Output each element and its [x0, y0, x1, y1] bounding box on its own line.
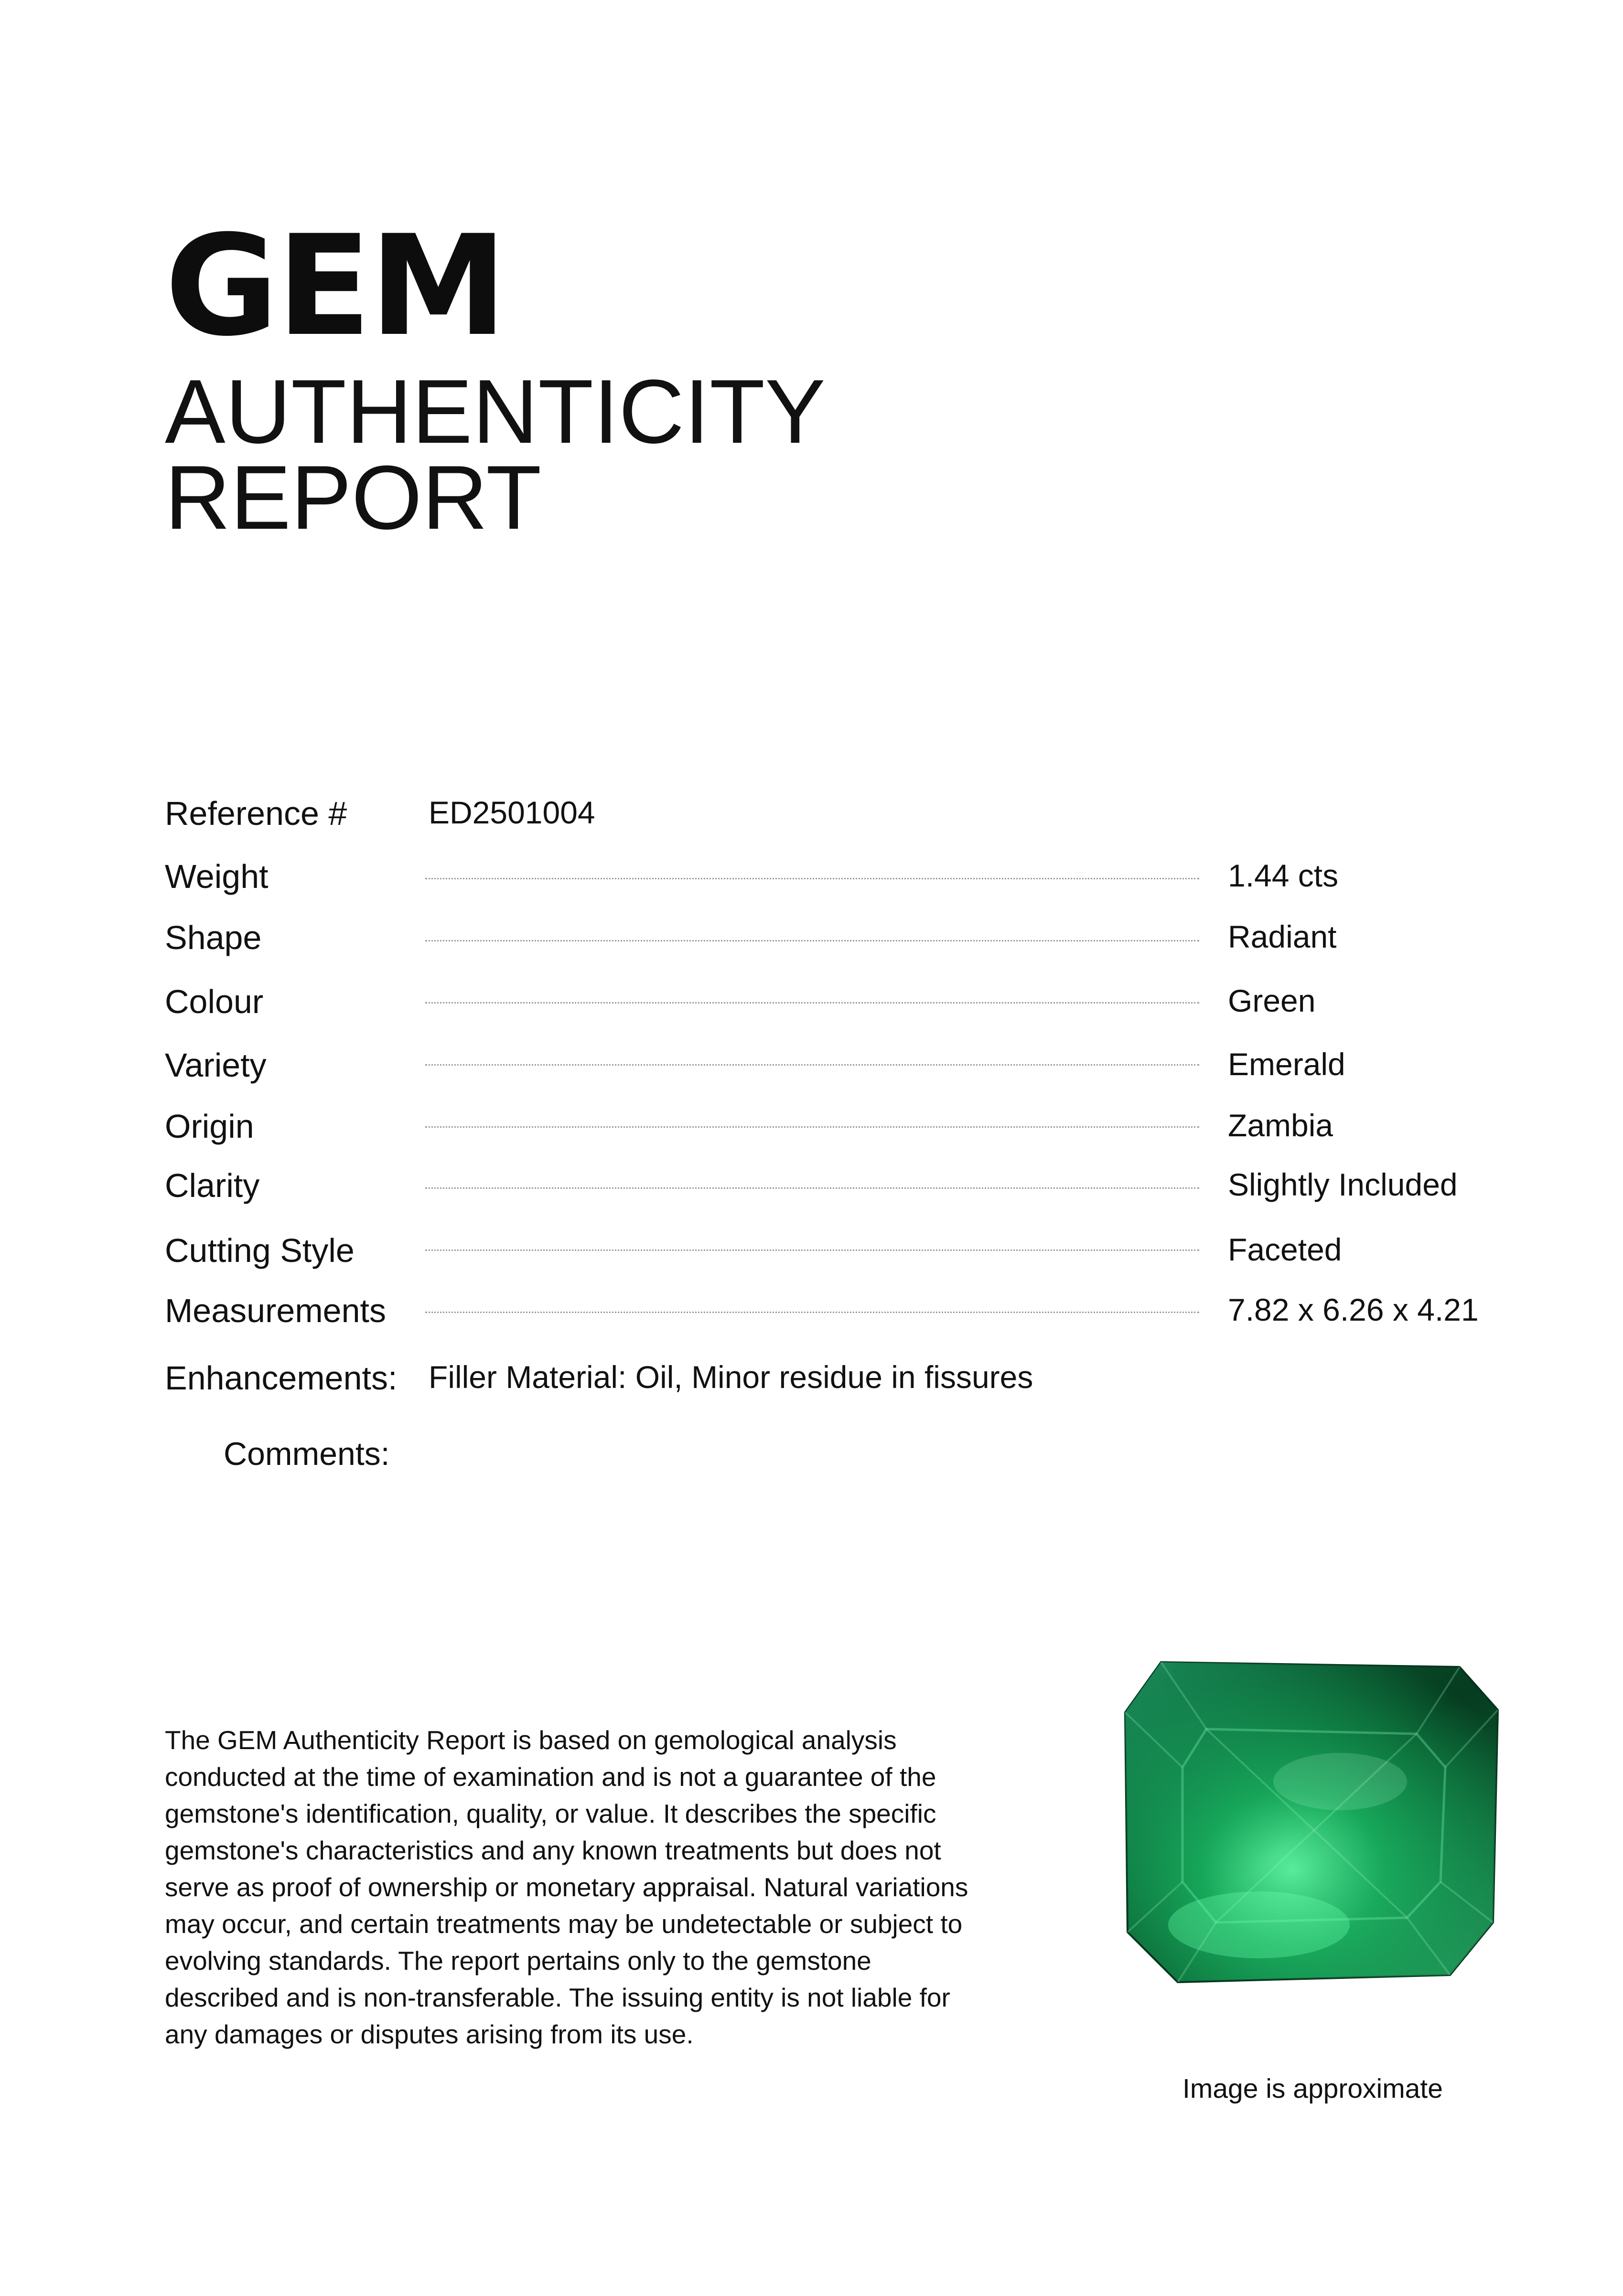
subtitle-line-2: REPORT [165, 447, 542, 548]
comments-label: Comments: [224, 1436, 390, 1472]
variety-leader [425, 1064, 1199, 1066]
weight-label: Weight [165, 858, 269, 895]
origin-value: Zambia [1228, 1108, 1333, 1143]
weight-value: 1.44 cts [1228, 858, 1339, 893]
colour-value: Green [1228, 983, 1316, 1018]
enhancements-value: Filler Material: Oil, Minor residue in fissures [429, 1359, 1033, 1395]
report-title: GEM [165, 206, 505, 367]
variety-value: Emerald [1228, 1047, 1345, 1082]
report-subtitle [165, 361, 826, 548]
cutting-style-leader [425, 1249, 1199, 1251]
variety-label: Variety [165, 1047, 267, 1084]
cutting-style-label: Cutting Style [165, 1232, 355, 1269]
weight-leader [425, 878, 1199, 879]
origin-label: Origin [165, 1108, 254, 1145]
origin-leader [425, 1126, 1199, 1128]
colour-leader [425, 1002, 1199, 1004]
emerald-gemstone-icon [1116, 1657, 1512, 2001]
clarity-value: Slightly Included [1228, 1167, 1458, 1202]
colour-label: Colour [165, 983, 264, 1020]
measurements-value: 7.82 x 6.26 x 4.21 [1228, 1292, 1479, 1327]
clarity-label: Clarity [165, 1167, 260, 1204]
enhancements-label: Enhancements: [165, 1359, 398, 1397]
cutting-style-value: Faceted [1228, 1232, 1342, 1267]
shape-value: Radiant [1228, 919, 1337, 954]
reference-value: ED2501004 [429, 795, 595, 830]
reference-label: Reference # [165, 795, 347, 832]
measurements-label: Measurements [165, 1292, 386, 1329]
clarity-leader [425, 1187, 1199, 1189]
shape-leader [425, 940, 1199, 941]
subtitle-line-1: AUTHENTICITY [165, 361, 826, 462]
disclaimer-text: The GEM Authenticity Report is based on gemological analysis conducted at the time of examination and is not a guarantee of the gemstone's identification, quality, or value. It describes the specific gemstone's characteristics and any known treatments but does not serve as proof of ownership or monetary appraisal. Natural variations may occur, and certain treatments may be undetectable or subject to evolving standards. The report pertains only to the gemstone described and is non-transferable. The issuing entity is not liable for any damages or disputes arising from its use. [165, 1725, 968, 2049]
measurements-leader [425, 1312, 1199, 1313]
image-caption: Image is approximate [1182, 2073, 1443, 2104]
shape-label: Shape [165, 919, 262, 956]
